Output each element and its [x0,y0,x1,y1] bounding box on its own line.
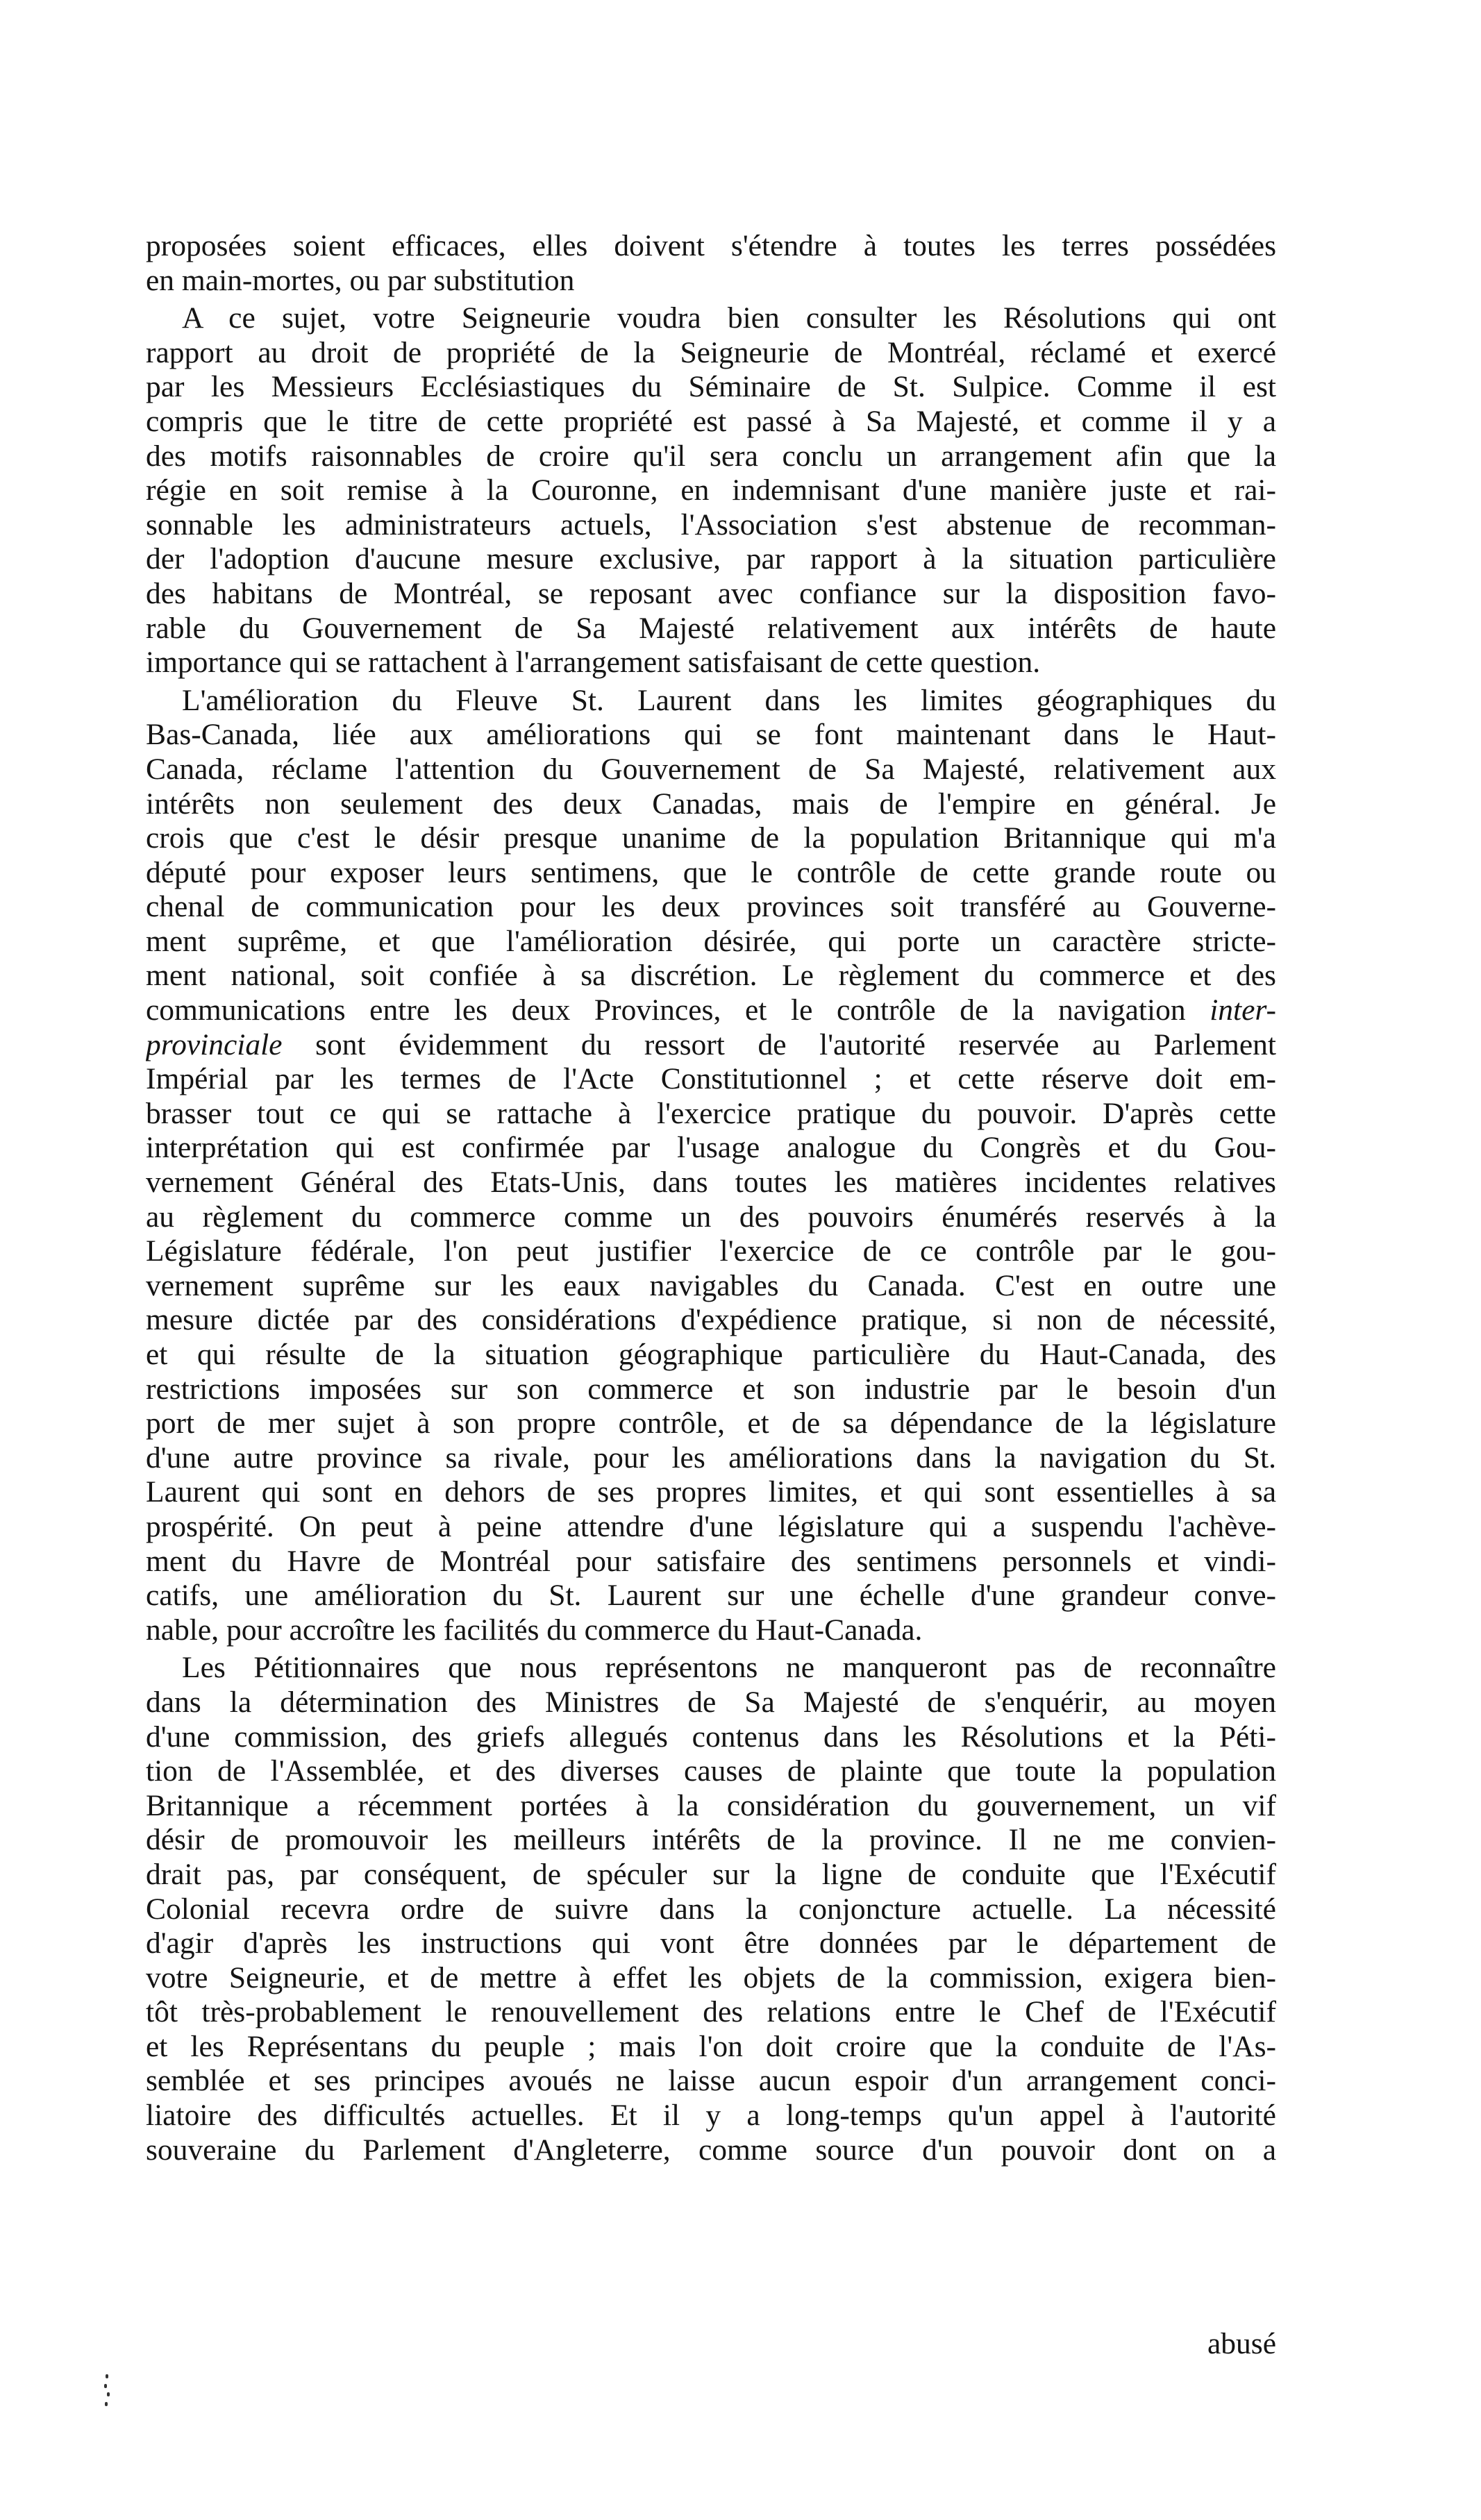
text-line: drait pas, par conséquent, de spéculer sur la ligne de conduite que l'Exécutif [146,1857,1276,1891]
text-line: en main-mortes, ou par substitution [146,263,575,297]
text-line: sonnable les administrateurs actuels, l'Association s'est abstenue de recomman- [146,507,1276,541]
text-line: Laurent qui sont en dehors de ses propres limites, et qui sont essentielles à sa [146,1475,1276,1509]
text-line: port de mer sujet à son propre contrôle, et de sa dépendance de la législature [146,1406,1276,1440]
text-line: Bas-Canada, liée aux améliorations qui se font maintenant dans le Haut- [146,718,1276,752]
text-line: ment du Havre de Montréal pour satisfaire des sentimens personnels et vindi- [146,1544,1276,1578]
text-line: ment national, soit confiée à sa discrétion. Le règlement du commerce et des [146,959,1276,993]
text-line: interprétation qui est confirmée par l'usage analogue du Congrès et du Gou- [146,1131,1276,1165]
text-line: et les Représentans du peuple ; mais l'on doit croire que la conduite de l'As- [146,2029,1276,2063]
text-line: député pour exposer leurs sentimens, que le contrôle de cette grande route ou [146,855,1276,889]
text-line: compris que le titre de cette propriété est passé à Sa Majesté, et comme il y a [146,404,1276,438]
text-line: catifs, une amélioration du St. Laurent sur une échelle d'une grandeur conve- [146,1579,1276,1613]
text-line: Colonial recevra ordre de suivre dans la conjoncture actuelle. La nécessité [146,1892,1276,1926]
paragraph-3 [146,684,1276,1648]
text-line: importance qui se rattachent à l'arrangement satisfaisant de cette question. [146,646,1041,680]
text-line: nable, pour accroître les facilités du commerce du Haut-Canada. [146,1613,923,1647]
text-line: mesure dictée par des considérations d'expédience pratique, si non de nécessité, [146,1303,1276,1337]
text-line: régie en soit remise à la Couronne, en indemnisant d'une manière juste et rai- [146,473,1276,507]
text-line: désir de promouvoir les meilleurs intérêts de la province. Il ne me convien- [146,1823,1276,1857]
text-line: Législature fédérale, l'on peut justifier l'exercice de ce contrôle par le gou- [146,1234,1276,1268]
text-line: d'une commission, des griefs allegués contenus dans les Résolutions et la Péti- [146,1720,1276,1754]
text-line: tôt très-probablement le renouvellement des relations entre le Chef de l'Exécutif [146,1995,1276,2029]
margin-ink-mark [103,2374,112,2416]
paragraph-1 [146,229,1276,298]
text-line: liatoire des difficultés actuelles. Et il y a long-temps qu'un appel à l'autorité [146,2099,1276,2133]
paragraph-2 [146,301,1276,680]
text-line: proposées soient efficaces, elles doivent s'étendre à toutes les terres possédées [146,229,1276,262]
text-line: par les Messieurs Ecclésiastiques du Séminaire de St. Sulpice. Comme il est [146,370,1276,404]
text-line: intérêts non seulement des deux Canadas, mais de l'empire en général. Je [146,787,1276,821]
catchword: abusé [1207,2327,1276,2360]
text-line: Canada, réclame l'attention du Gouvernement de Sa Majesté, relativement aux [146,752,1276,786]
text-line: votre Seigneurie, et de mettre à effet les objets de la commission, exigera bien- [146,1960,1276,1994]
document-page [146,229,1276,2451]
text-line: dans la détermination des Ministres de Sa Majesté de s'enquérir, au moyen [146,1685,1276,1719]
text-line: des habitans de Montréal, se reposant avec confiance sur la disposition favo- [146,576,1276,610]
text-line: vernement Général des Etats-Unis, dans toutes les matières incidentes relatives [146,1166,1276,1200]
text-line: souveraine du Parlement d'Angleterre, comme source d'un pouvoir dont on a [146,2133,1276,2167]
text-line: tion de l'Assemblée, et des diverses causes de plainte que toute la population [146,1754,1276,1788]
text-line: vernement suprême sur les eaux navigables du Canada. C'est en outre une [146,1268,1276,1302]
text-line: et qui résulte de la situation géographique particulière du Haut-Canada, des [146,1338,1276,1371]
text-line: d'une autre province sa rivale, pour les améliorations dans la navigation du St. [146,1440,1276,1475]
text-line: restrictions imposées sur son commerce et son industrie par le besoin d'un [146,1372,1276,1406]
text-line: Britannique a récemment portées à la considération du gouvernement, un vif [146,1788,1276,1822]
text-line: brasser tout ce qui se rattache à l'exercice pratique du pouvoir. D'après cette [146,1096,1276,1130]
text-line: crois que c'est le désir presque unanime de la population Britannique qui m'a [146,821,1276,855]
text-line: ment suprême, et que l'amélioration désirée, qui porte un caractère stricte- [146,924,1276,958]
text-line: provinciale sont évidemment du ressort de l'autorité reservée au Parlement [146,1027,1276,1061]
text-line: semblée et ses principes avoués ne laisse aucun espoir d'un arrangement conci- [146,2064,1276,2098]
text-line: des motifs raisonnables de croire qu'il sera conclu un arrangement afin que la [146,439,1276,473]
text-line: d'agir d'après les instructions qui vont être données par le département de [146,1926,1276,1960]
text-line: Impérial par les termes de l'Acte Constitutionnel ; et cette réserve doit em- [146,1062,1276,1096]
text-line: Les Pétitionnaires que nous représentons ne manqueront pas de reconnaître [182,1651,1276,1685]
text-line: chenal de communication pour les deux provinces soit transféré au Gouverne- [146,890,1276,924]
text-line: L'amélioration du Fleuve St. Laurent dans les limites géographiques du [182,683,1276,717]
text-line: der l'adoption d'aucune mesure exclusive, par rapport à la situation particulière [146,542,1276,576]
text-line: A ce sujet, votre Seigneurie voudra bien consulter les Résolutions qui ont [182,301,1276,335]
text-line: communications entre les deux Provinces, et le contrôle de la navigation inter- [146,993,1276,1027]
text-line: prospérité. On peut à peine attendre d'une législature qui a suspendu l'achève- [146,1509,1276,1543]
paragraph-4 [146,1651,1276,2167]
text-line: rapport au droit de propriété de la Seigneurie de Montréal, réclamé et exercé [146,335,1276,369]
text-line: au règlement du commerce comme un des pouvoirs énumérés reservés à la [146,1200,1276,1234]
text-line: rable du Gouvernement de Sa Majesté relativement aux intérêts de haute [146,611,1276,645]
